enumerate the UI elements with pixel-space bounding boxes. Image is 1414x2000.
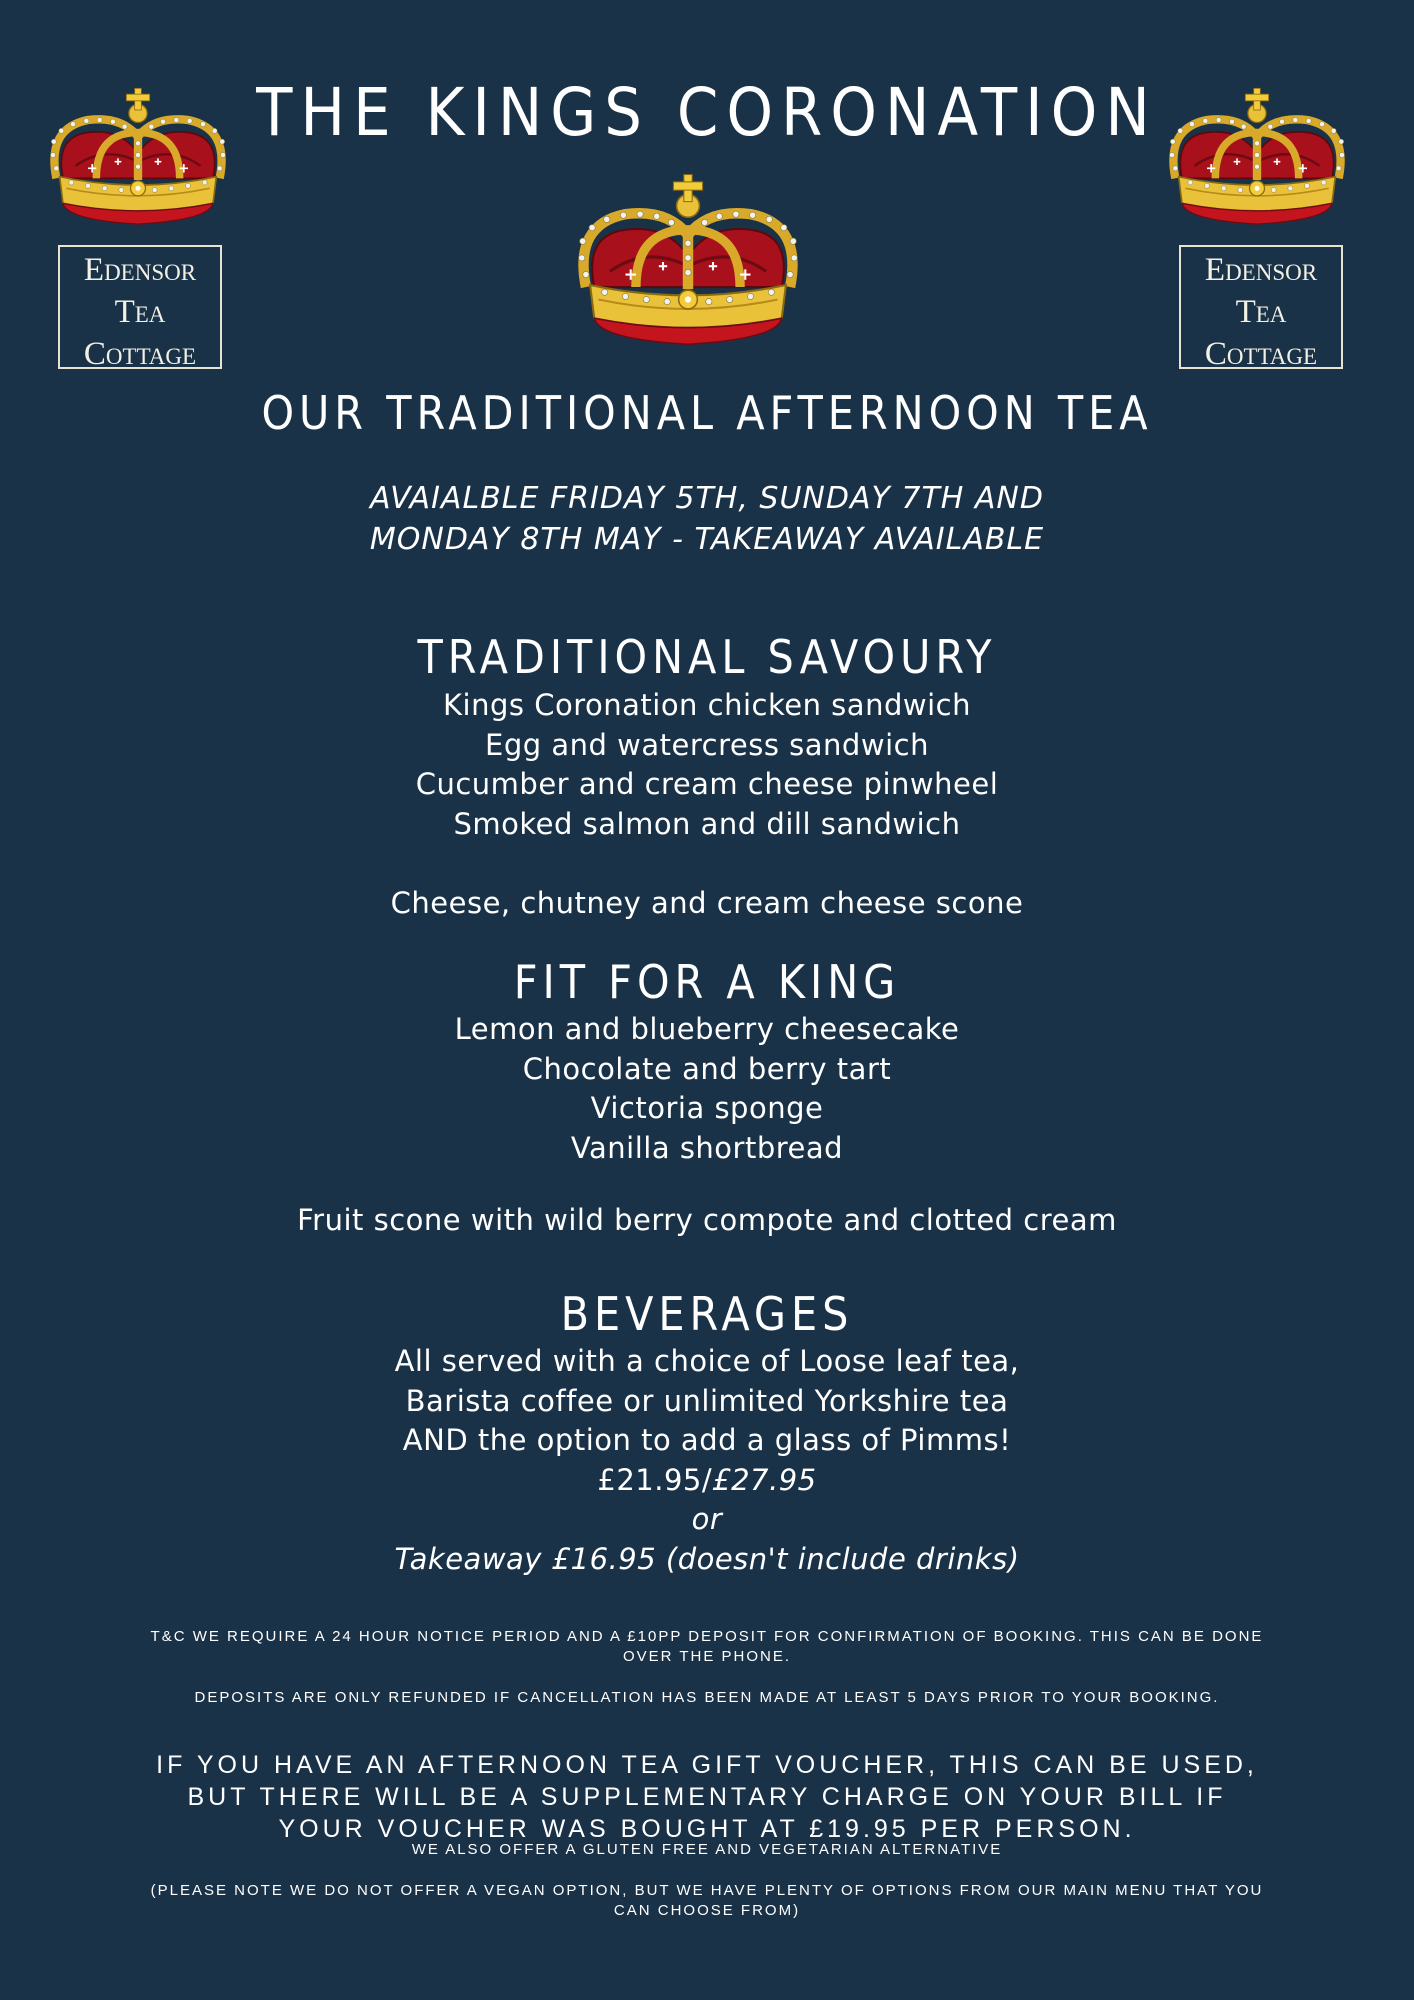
terms-booking: T&C WE REQUIRE A 24 HOUR NOTICE PERIOD AND A £10PP DEPOSIT FOR CONFIRMATION OF BOOKING. THIS CAN BE DONE OVER THE PHONE. <box>150 1628 1264 1665</box>
logo-line: Cottage <box>1204 336 1318 372</box>
section-heading-beverages: BEVERAGES <box>560 1287 854 1341</box>
king-scone <box>0 1201 1414 1241</box>
menu-item: All served with a choice of Loose leaf tea, <box>394 1344 1020 1378</box>
logo-line: Edensor <box>1204 252 1318 288</box>
menu-item: Cheese, chutney and cream cheese scone <box>390 886 1024 920</box>
logo-line: Edensor <box>83 252 197 288</box>
takeaway-price: Takeaway £16.95 (doesn't include drinks) <box>394 1541 1020 1576</box>
price-line <box>0 1461 1414 1501</box>
menu-item: Victoria sponge <box>590 1091 824 1125</box>
section-heading-king: FIT FOR A KING <box>513 955 901 1009</box>
terms-gluten-free: WE ALSO OFFER A GLUTEN FREE AND VEGETARIAN ALTERNATIVE <box>411 1841 1003 1858</box>
crown-icon-center <box>563 156 813 366</box>
menu-item: AND the option to add a glass of Pimms! <box>402 1423 1012 1457</box>
price-regular: £21.95/ <box>597 1462 713 1497</box>
king-item-list <box>0 1010 1414 1168</box>
availability-note <box>0 478 1414 560</box>
page-title: THE KINGS CORONATION <box>256 74 1158 151</box>
menu-item: Kings Coronation chicken sandwich <box>443 688 971 722</box>
logo-edensor-tea-cottage-left <box>58 245 222 372</box>
logo-edensor-tea-cottage-right <box>1179 245 1343 372</box>
logo-line: Tea <box>114 294 166 330</box>
price-pimms: £27.95 <box>712 1462 817 1497</box>
availability-line: AVAIALBLE FRIDAY 5TH, SUNDAY 7TH AND <box>370 481 1044 516</box>
menu-item: Vanilla shortbread <box>570 1130 844 1165</box>
crown-icon <box>563 156 813 366</box>
section-heading-savoury: TRADITIONAL SAVOURY <box>417 630 997 684</box>
terms-voucher: IF YOU HAVE AN AFTERNOON TEA GIFT VOUCHER, THIS CAN BE USED, BUT THERE WILL BE A SUPPLEMENTARY CHARGE ON YOUR BILL IF YOUR VOUCHER WAS BOUGHT AT £19.95 PER PERSON. <box>156 1751 1258 1843</box>
savoury-item-list <box>0 686 1414 844</box>
menu-item: Barista coffee or unlimited Yorkshire tea <box>405 1383 1009 1418</box>
terms-deposits: DEPOSITS ARE ONLY REFUNDED IF CANCELLATION HAS BEEN MADE AT LEAST 5 DAYS PRIOR TO YOUR BOOKING. <box>194 1689 1220 1706</box>
savoury-scone <box>0 884 1414 924</box>
logo-line: Cottage <box>83 336 197 372</box>
menu-item: Lemon and blueberry cheesecake <box>454 1012 960 1046</box>
logo-line: Tea <box>1235 294 1287 330</box>
or-text: or <box>691 1502 723 1536</box>
menu-item: Smoked salmon and dill sandwich <box>453 806 961 841</box>
menu-item: Fruit scone with wild berry compote and clotted cream <box>297 1203 1117 1237</box>
terms-vegan: (PLEASE NOTE WE DO NOT OFFER A VEGAN OPTION, BUT WE HAVE PLENTY OF OPTIONS FROM OUR MAIN MENU THAT YOU CAN CHOOSE FROM) <box>150 1882 1264 1919</box>
page-subtitle: OUR TRADITIONAL AFTERNOON TEA <box>261 386 1153 440</box>
beverages-item-list <box>0 1342 1414 1579</box>
menu-item: Cucumber and cream cheese pinwheel <box>415 767 999 801</box>
availability-line: MONDAY 8TH MAY - TAKEAWAY AVAILABLE <box>369 522 1045 557</box>
menu-item: Egg and watercress sandwich <box>485 727 929 762</box>
menu-item: Chocolate and berry tart <box>522 1051 892 1086</box>
